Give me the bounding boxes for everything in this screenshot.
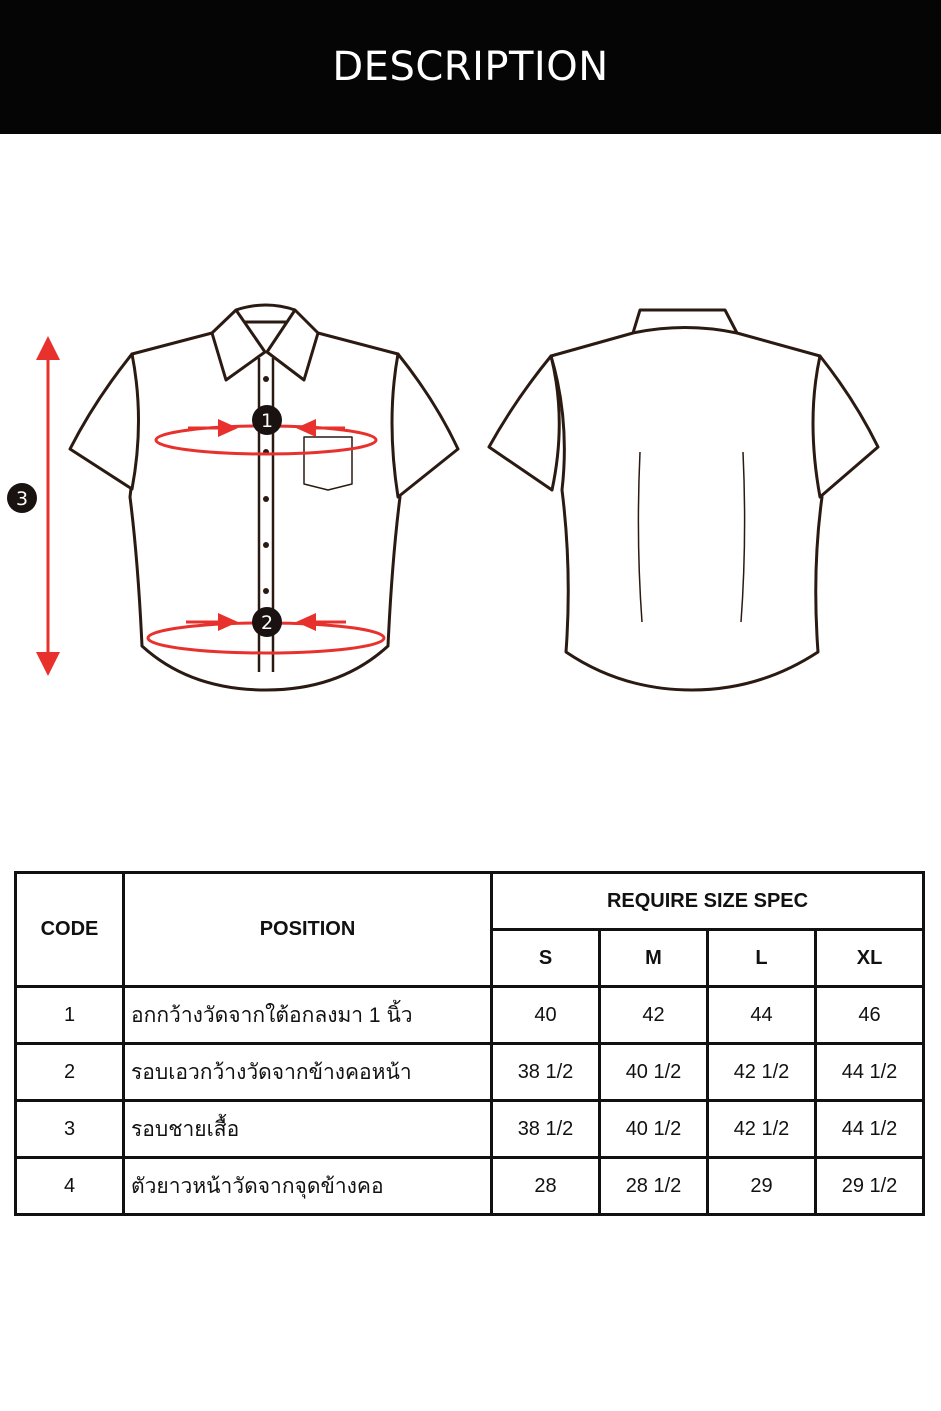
- marker-1: [252, 405, 282, 435]
- size-header-l: L: [708, 930, 816, 987]
- row-value-m: 40 1/2: [600, 1044, 708, 1101]
- position-header: POSITION: [124, 873, 492, 987]
- back-shirt: [489, 310, 878, 690]
- row-value-m: 42: [600, 987, 708, 1044]
- table-row: [16, 1158, 924, 1215]
- size-header-m: M: [600, 930, 708, 987]
- row-value-s: 28: [492, 1158, 600, 1215]
- spec-header: REQUIRE SIZE SPEC: [492, 873, 924, 930]
- row-value-s: 40: [492, 987, 600, 1044]
- table-row: [16, 1101, 924, 1158]
- page-title: DESCRIPTION: [332, 44, 609, 90]
- code-header: CODE: [16, 873, 124, 987]
- table-row: [16, 987, 924, 1044]
- svg-text:1: 1: [260, 410, 274, 432]
- size-header-s: S: [492, 930, 600, 987]
- row-position: ตัวยาวหน้าวัดจากจุดข้างคอ: [124, 1158, 492, 1215]
- marker-3: [7, 483, 37, 513]
- row-code: 4: [16, 1158, 124, 1215]
- shirt-measurement-diagram: [0, 134, 941, 814]
- row-position: อกกว้างวัดจากใต้อกลงมา 1 นิ้ว: [124, 987, 492, 1044]
- row-position: รอบเอวกว้างวัดจากข้างคอหน้า: [124, 1044, 492, 1101]
- header-bar: [0, 0, 941, 134]
- row-value-m: 40 1/2: [600, 1101, 708, 1158]
- row-value-s: 38 1/2: [492, 1101, 600, 1158]
- row-value-m: 28 1/2: [600, 1158, 708, 1215]
- row-value-l: 29: [708, 1158, 816, 1215]
- row-code: 1: [16, 987, 124, 1044]
- row-position: รอบชายเสื้อ: [124, 1101, 492, 1158]
- row-value-s: 38 1/2: [492, 1044, 600, 1101]
- size-spec-table: [14, 871, 925, 1216]
- svg-text:3: 3: [15, 488, 29, 510]
- row-value-xl: 44 1/2: [816, 1101, 924, 1158]
- table-row: [16, 1044, 924, 1101]
- row-code: 3: [16, 1101, 124, 1158]
- row-value-l: 44: [708, 987, 816, 1044]
- row-value-l: 42 1/2: [708, 1101, 816, 1158]
- row-value-xl: 29 1/2: [816, 1158, 924, 1215]
- size-header-xl: XL: [816, 930, 924, 987]
- row-value-xl: 46: [816, 987, 924, 1044]
- row-code: 2: [16, 1044, 124, 1101]
- length-arrow: [36, 336, 60, 676]
- marker-2: [252, 607, 282, 637]
- row-value-xl: 44 1/2: [816, 1044, 924, 1101]
- row-value-l: 42 1/2: [708, 1044, 816, 1101]
- svg-text:2: 2: [260, 612, 274, 634]
